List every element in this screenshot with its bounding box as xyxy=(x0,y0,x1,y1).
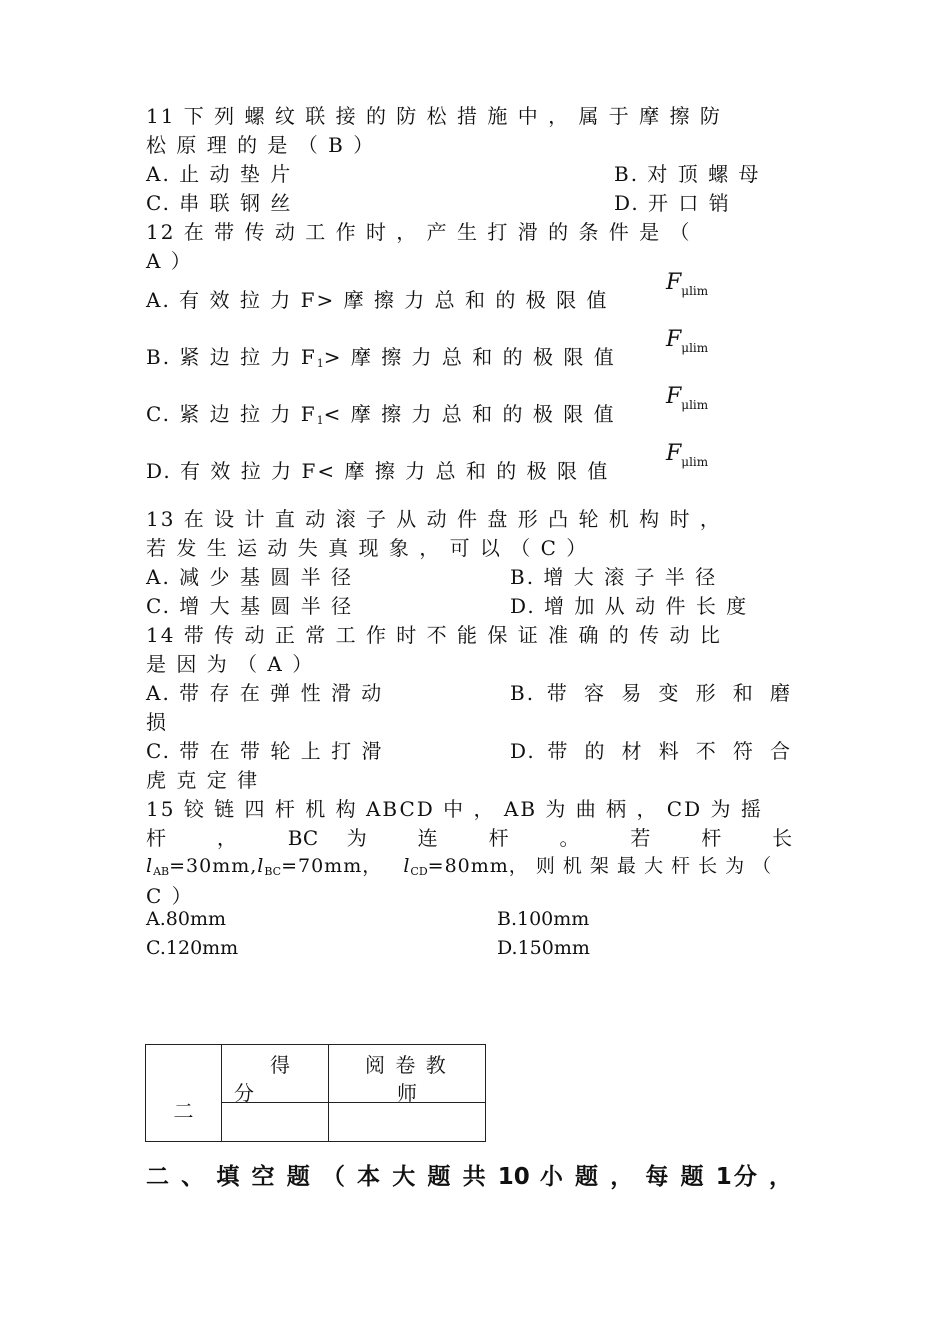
q14-option-d: D. 带 的 材 料 不 符 合 xyxy=(510,739,792,763)
q13-option-d: D. 增 加 从 动 件 长 度 xyxy=(510,594,749,618)
q12-formula-d: $F_{\mu lim}$ xyxy=(666,441,709,469)
section-number: 二 xyxy=(173,1098,194,1123)
q12-stem-line1: 12 在 带 传 动 工 作 时 ， 产 生 打 滑 的 条 件 是 （ xyxy=(146,220,692,244)
q11-option-b: B. 对 顶 螺 母 xyxy=(614,162,761,186)
q13-stem-line2: 若 发 生 运 动 失 真 现 象 ， 可 以 （ C ） xyxy=(146,536,589,560)
q15-stem-line2: 杆 ， BC 为 连 杆 。 若 杆 长 xyxy=(146,826,793,850)
score-header-line2: 分 xyxy=(234,1081,254,1105)
q15-option-a: A.80mm xyxy=(146,908,226,930)
q11-option-a: A. 止 动 垫 片 xyxy=(146,162,293,186)
section-heading: 二 、 填 空 题 （ 本 大 题 共 10 小 题 ， 每 题 1分 ， xyxy=(146,1164,792,1190)
q15-stem-line3: lAB=30mm,lBC=70mm， lCD=80mm， 则 机 架 最 大 杆 长 为 （ xyxy=(146,855,773,878)
grader-header-line1: 阅 卷 教 xyxy=(365,1053,448,1077)
q15-option-c: C.120mm xyxy=(146,937,239,959)
q13-option-a: A. 减 少 基 圆 半 径 xyxy=(146,565,353,589)
q11-stem-line2: 松 原 理 的 是 （ B ） xyxy=(146,133,376,157)
q12-option-b: B. 紧 边 拉 力 F1> 摩 擦 力 总 和 的 极 限 值 xyxy=(146,345,616,370)
q14-option-c: C. 带 在 带 轮 上 打 滑 xyxy=(146,739,384,763)
q12-formula-c: $F_{\mu lim}$ xyxy=(666,384,709,412)
grader-header-cell xyxy=(329,1045,486,1103)
score-input-cell[interactable] xyxy=(222,1103,329,1142)
q11-stem-line1: 11 下 列 螺 纹 联 接 的 防 松 措 施 中 ， 属 于 摩 擦 防 xyxy=(146,104,722,128)
q11-option-d: D. 开 口 销 xyxy=(614,191,731,215)
q12-option-c: C. 紧 边 拉 力 F1< 摩 擦 力 总 和 的 极 限 值 xyxy=(146,402,616,427)
q12-formula-a: $F_{\mu lim}$ xyxy=(666,270,709,298)
q12-option-d: D. 有 效 拉 力 F< 摩 擦 力 总 和 的 极 限 值 xyxy=(146,459,610,483)
q13-stem-line1: 13 在 设 计 直 动 滚 子 从 动 件 盘 形 凸 轮 机 构 时 ， xyxy=(146,507,722,531)
q13-option-b: B. 增 大 滚 子 半 径 xyxy=(510,565,718,589)
grader-header-line2: 师 xyxy=(397,1081,417,1105)
q12-formula-b: $F_{\mu lim}$ xyxy=(666,327,709,355)
q14-stem-line2: 是 因 为 （ A ） xyxy=(146,652,315,676)
q12-stem-line2: A ） xyxy=(146,249,193,273)
q14-option-d-continuation: 虎 克 定 律 xyxy=(146,768,260,792)
score-header-cell xyxy=(222,1045,329,1103)
q15-stem-line1: 15 铰 链 四 杆 机 构 ABCD 中 ， AB 为 曲 柄 ， CD 为 摇 xyxy=(146,797,763,821)
q15-stem-line4: C ） xyxy=(146,884,194,908)
q14-option-b: B. 带 容 易 变 形 和 磨 xyxy=(510,681,792,705)
q15-option-b: B.100mm xyxy=(497,908,590,930)
q13-option-c: C. 增 大 基 圆 半 径 xyxy=(146,594,354,618)
score-header-line1: 得 xyxy=(270,1053,290,1077)
q15-option-d: D.150mm xyxy=(497,937,590,959)
score-table xyxy=(145,1044,486,1142)
q14-option-b-continuation: 损 xyxy=(146,710,168,734)
q11-option-c: C. 串 联 钢 丝 xyxy=(146,191,293,215)
grader-input-cell[interactable] xyxy=(329,1103,486,1142)
section-number-cell xyxy=(146,1045,222,1142)
q12-option-a: A. 有 效 拉 力 F> 摩 擦 力 总 和 的 极 限 值 xyxy=(146,288,609,312)
q14-option-a: A. 带 存 在 弹 性 滑 动 xyxy=(146,681,384,705)
q14-stem-line1: 14 带 传 动 正 常 工 作 时 不 能 保 证 准 确 的 传 动 比 xyxy=(146,623,722,647)
